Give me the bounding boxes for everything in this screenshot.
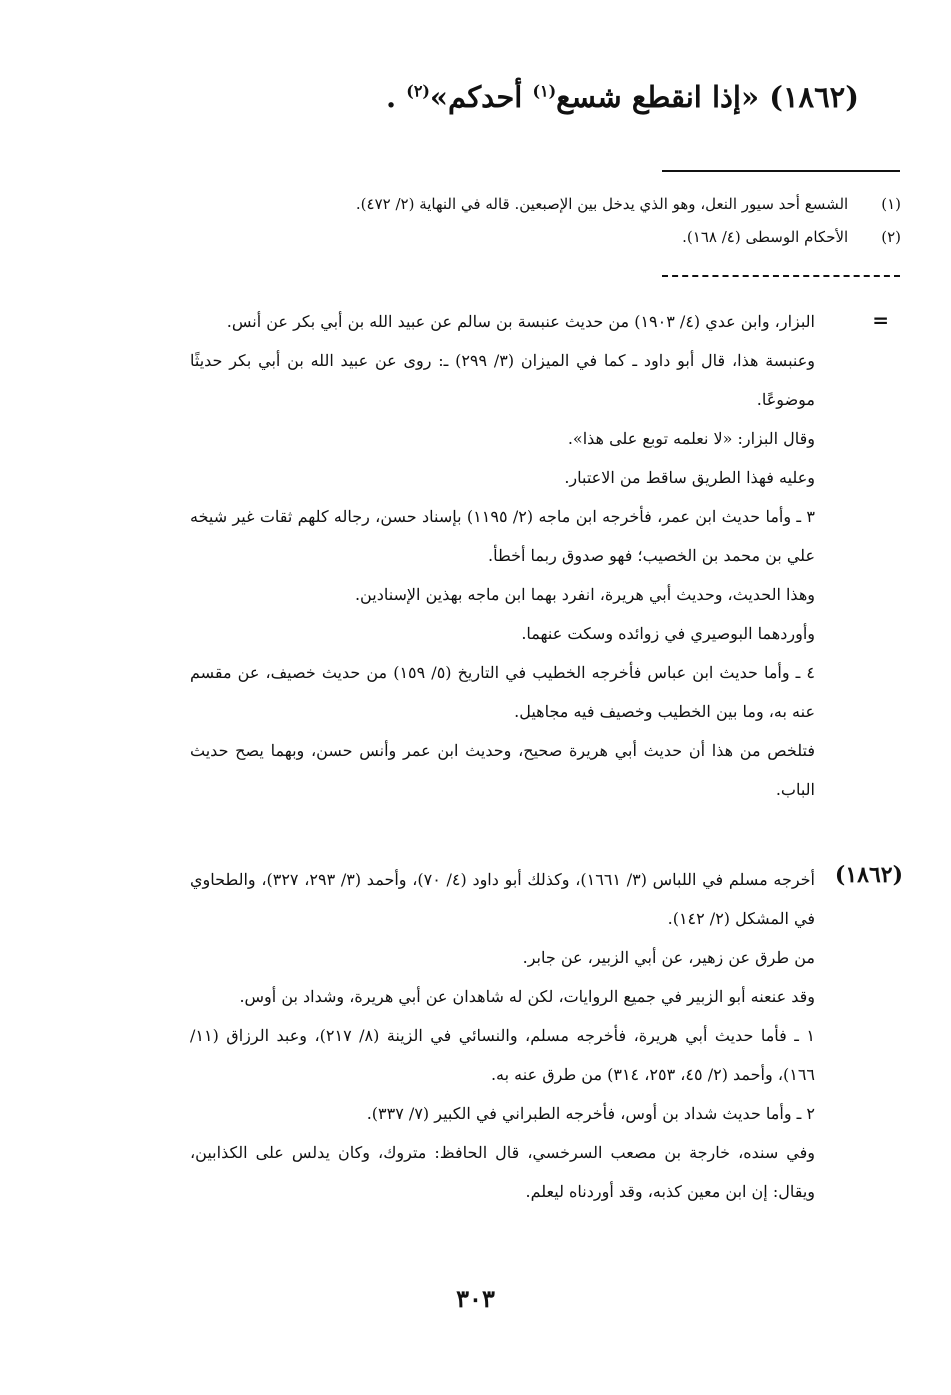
hadith-text-mid: أحدكم» [429, 80, 523, 114]
paragraph: ١ ـ فأما حديث أبي هريرة، فأخرجه مسلم، والنسائي في الزينة (٨/ ٢١٧)، وعبد الرزاق (١١/ ١٦٦)، وأحمد (٢/ ٤٥، ٢٥٣، ٣١٤) من طرق عنه به. [190, 1026, 816, 1084]
footnote-1 [201, 195, 901, 213]
paragraph: وهذا الحديث، وحديث أبي هريرة، انفرد بهما ابن ماجه بهذين الإسنادين. [354, 585, 815, 604]
paragraph: وأوردهما البوصيري في زوائده وسكت عنهما. [521, 624, 815, 643]
entry-number: (١٨٦٢) [834, 862, 903, 888]
commentary-section-2 [190, 860, 815, 1211]
footnote-number: (١) [881, 195, 901, 213]
footnote-text: الأحكام الوسطى (٤/ ١٦٨). [682, 228, 849, 246]
continuation-marker: = [872, 308, 889, 332]
paragraph: أخرجه مسلم في اللباس (٣/ ١٦٦١)، وكذلك أبو داود (٤/ ٧٠)، وأحمد (٣/ ٢٩٣، ٣٢٧)، والطحاوي في المشكل (٢/ ١٤٢). [190, 870, 816, 928]
paragraph: من طرق عن زهير، عن أبي الزبير، عن جابر. [522, 948, 815, 967]
paragraph: وقال البزار: «لا نعلمه توبع على هذا». [567, 429, 815, 448]
footnote-separator [662, 170, 900, 172]
paragraph: البزار، وابن عدي (٤/ ١٩٠٣) من حديث عنبسة بن سالم عن عبيد الله بن أبي بكر عن أنس. [226, 312, 815, 331]
paragraph: وفي سنده، خارجة بن مصعب السرخسي، قال الحافظ: متروك، وكان يدلس على الكذابين، ويقال: إن ابن معين كذبه، وقد أوردناه ليعلم. [190, 1143, 815, 1201]
paragraph: ٤ ـ وأما حديث ابن عباس فأخرجه الخطيب في التاريخ (٥/ ١٥٩) من حديث خصيف، عن مقسم عنه به، وما بين الخطيب وخصيف فيه مجاهيل. [190, 663, 815, 721]
footnote-text: الشسع أحد سيور النعل، وهو الذي يدخل بين الإصبعين. قاله في النهاية (٢/ ٤٧٢). [355, 195, 849, 213]
footnote-ref-2: (٢) [406, 81, 430, 101]
footnote-ref-1: (١) [532, 81, 557, 101]
hadith-heading [99, 80, 859, 114]
hadith-number: (١٨٦٢) [769, 80, 859, 114]
paragraph: ٣ ـ وأما حديث ابن عمر، فأخرجه ابن ماجه (٢/ ١١٩٥) بإسناد حسن، رجاله كلهم ثقات غير شيخه علي بن محمد بن الخصيب؛ فهو صدوق ربما أخطأ. [190, 507, 816, 565]
commentary-section-1 [190, 302, 815, 809]
footnote-number: (٢) [881, 228, 901, 246]
paragraph: ٢ ـ وأما حديث شداد بن أوس، فأخرجه الطبراني في الكبير (٧/ ٣٣٧). [366, 1104, 815, 1123]
paragraph: وقد عنعنه أبو الزبير في جميع الروايات، لكن له شاهدان عن أبي هريرة، وشداد بن أوس. [239, 987, 815, 1006]
page-number: ٣٠٣ [456, 1284, 495, 1313]
paragraph: فتلخص من هذا أن حديث أبي هريرة صحيح، وحديث ابن عمر وأنس حسن، وبهما يصح حديث الباب. [190, 741, 815, 799]
hadith-text-end: . [386, 80, 397, 114]
paragraph: وعليه فهذا الطريق ساقط من الاعتبار. [564, 468, 815, 487]
section-separator [662, 275, 900, 277]
footnote-2 [201, 228, 901, 246]
hadith-text-open: «إذا انقطع شسع [556, 80, 760, 114]
paragraph: وعنبسة هذا، قال أبو داود ـ كما في الميزان (٣/ ٢٩٩) ـ: روى عن عبيد الله بن أبي بكر حديثًا موضوعًا. [190, 351, 816, 409]
